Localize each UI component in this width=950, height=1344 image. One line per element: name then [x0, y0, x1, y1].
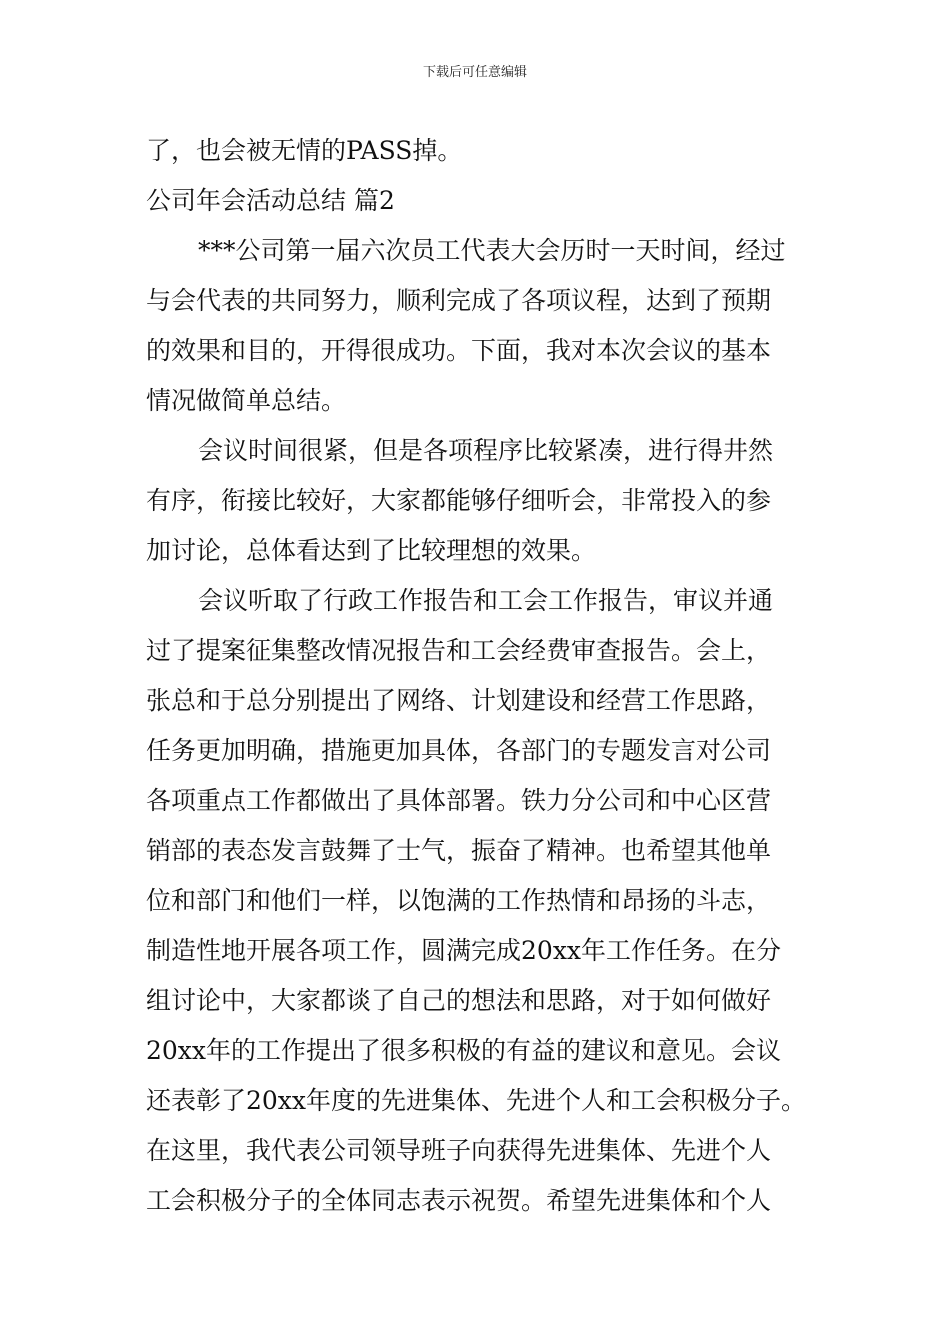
text-line: 的效果和目的，开得很成功。下面，我对本次会议的基本: [146, 336, 772, 365]
text-line: 张总和于总分别提出了网络、计划建设和经营工作思路，: [146, 686, 772, 715]
text-line: 了，也会被无情的PASS掉。: [146, 136, 463, 165]
text-line: 与会代表的共同努力，顺利完成了各项议程，达到了预期: [146, 286, 772, 315]
page-header-note: 下载后可任意编辑: [422, 65, 527, 80]
paragraph-start-line: 会议听取了行政工作报告和工会工作报告，审议并通: [198, 586, 774, 615]
paragraph-start-line: 会议时间很紧，但是各项程序比较紧凑，进行得井然: [198, 436, 774, 465]
paragraph-start-line: ***公司第一届六次员工代表大会历时一天时间，经过: [198, 236, 786, 265]
text-line: 在这里，我代表公司领导班子向获得先进集体、先进个人: [146, 1136, 772, 1165]
text-line: 工会积极分子的全体同志表示祝贺。希望先进集体和个人: [146, 1186, 772, 1215]
text-line: 各项重点工作都做出了具体部署。铁力分公司和中心区营: [146, 786, 772, 815]
text-line: 销部的表态发言鼓舞了士气，振奋了精神。也希望其他单: [146, 836, 772, 865]
text-line: 组讨论中，大家都谈了自己的想法和思路，对于如何做好: [146, 986, 772, 1015]
text-line: 有序，衔接比较好，大家都能够仔细听会，非常投入的参: [146, 486, 772, 515]
section-heading: 公司年会活动总结 篇2: [146, 186, 395, 215]
text-line: 制造性地开展各项工作，圆满完成20xx年工作任务。在分: [146, 936, 782, 965]
text-line: 20xx年的工作提出了很多积极的有益的建议和意见。会议: [146, 1036, 782, 1065]
text-line: 还表彰了20xx年度的先进集体、先进个人和工会积极分子。: [146, 1086, 807, 1115]
text-line: 位和部门和他们一样，以饱满的工作热情和昂扬的斗志，: [146, 886, 772, 915]
text-line: 情况做简单总结。: [146, 386, 347, 415]
document-body: [146, 128, 836, 1226]
text-line: 过了提案征集整改情况报告和工会经费审查报告。会上，: [146, 636, 772, 665]
text-line: 任务更加明确，措施更加具体，各部门的专题发言对公司: [146, 736, 772, 765]
text-line: 加讨论，总体看达到了比较理想的效果。: [146, 536, 597, 565]
